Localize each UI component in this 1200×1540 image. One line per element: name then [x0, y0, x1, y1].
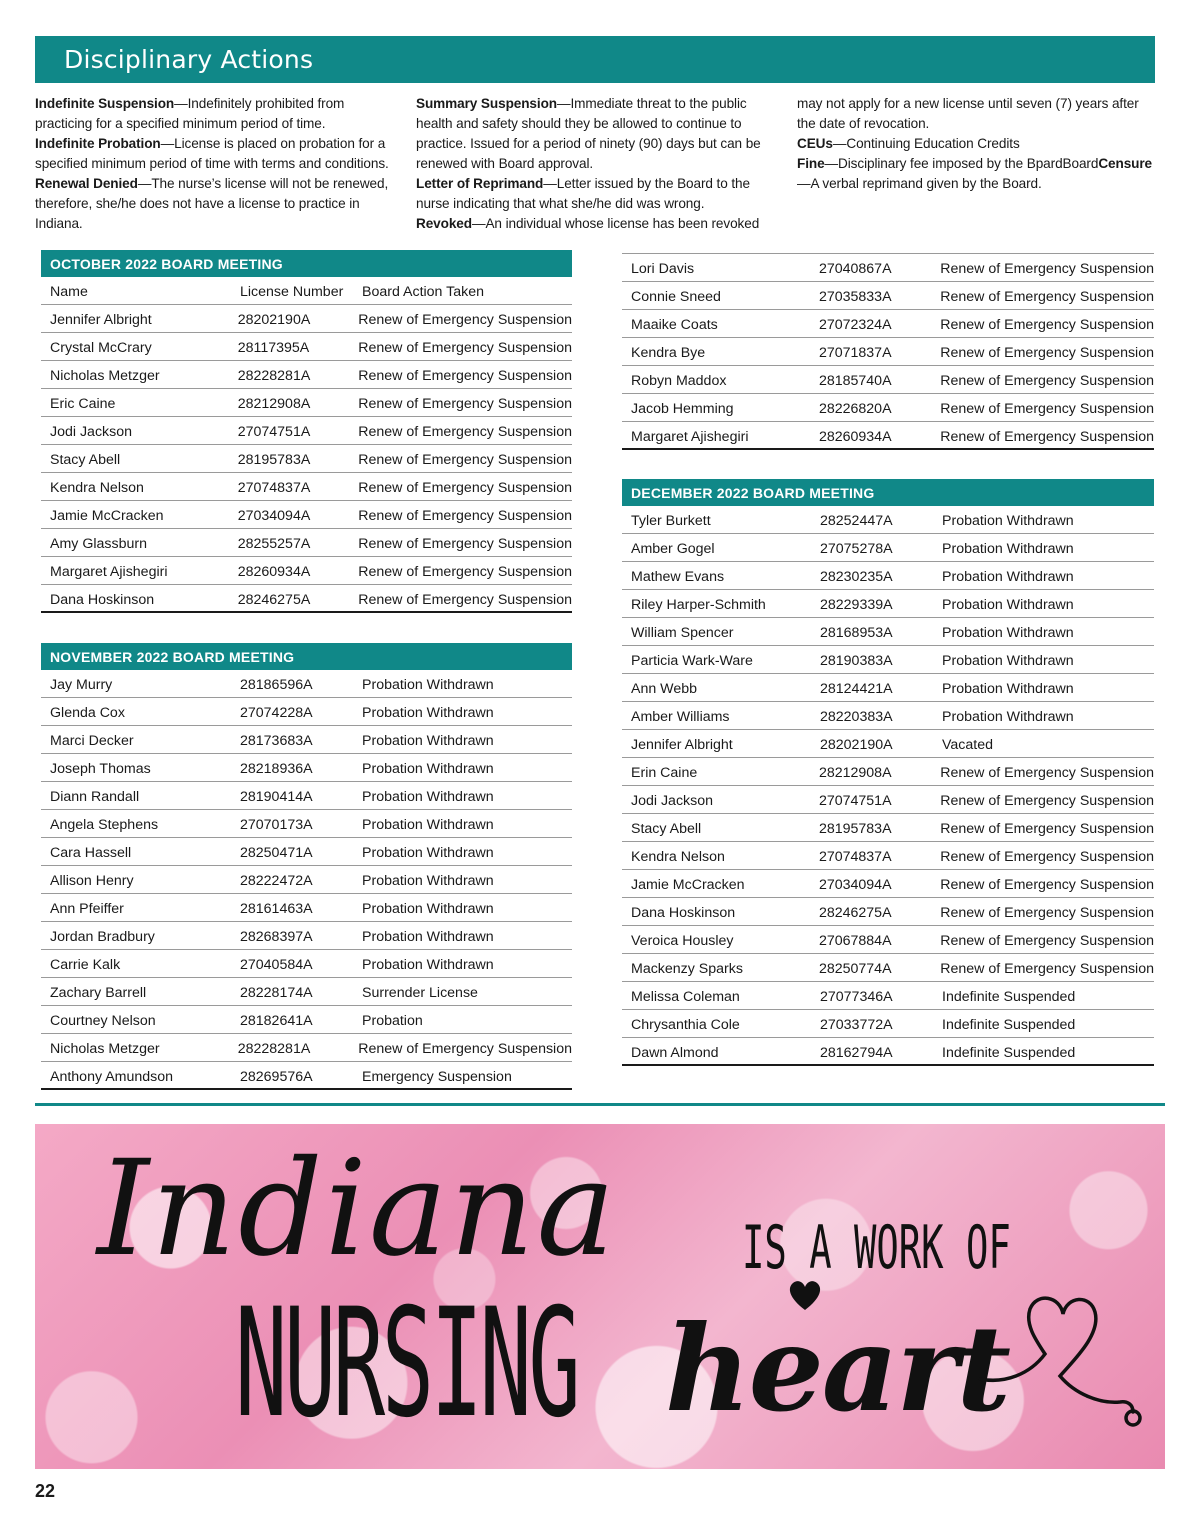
cell-action: Renew of Emergency Suspension: [358, 592, 572, 608]
table-row: [622, 590, 1154, 618]
cell-license: 28124421A: [820, 681, 893, 697]
cell-license: 28255257A: [237, 536, 311, 552]
cell-license: 28250774A: [818, 961, 892, 977]
november-rows: [41, 670, 572, 1090]
cell-action: Indefinite Suspended: [942, 1017, 1076, 1033]
cell-license: 28162794A: [820, 1045, 893, 1061]
cell-license: 28186596A: [240, 677, 313, 693]
cell-license: 28173683A: [240, 733, 313, 749]
table-row: [622, 814, 1154, 842]
table-row: [41, 978, 572, 1006]
table-row: [622, 618, 1154, 646]
cell-action: Renew of Emergency Suspension: [940, 821, 1154, 837]
cell-name: Connie Sneed: [631, 289, 721, 305]
table-row: [41, 473, 572, 501]
table-row: [41, 838, 572, 866]
table-row: [41, 305, 572, 333]
cell-license: 28182641A: [240, 1013, 313, 1029]
cell-action: Renew of Emergency Suspension: [358, 312, 572, 328]
cell-action: Renew of Emergency Suspension: [940, 765, 1154, 781]
cell-name: Maaike Coats: [631, 317, 718, 333]
table-row: [41, 894, 572, 922]
cell-license: 28250471A: [240, 845, 313, 861]
cell-license: 28246275A: [237, 592, 311, 608]
table-row: [41, 445, 572, 473]
table-row: [622, 982, 1154, 1010]
cell-name: Courtney Nelson: [50, 1013, 156, 1029]
cell-license: 28212908A: [818, 765, 892, 781]
cell-name: Mathew Evans: [631, 569, 725, 585]
cell-license: 28269576A: [240, 1069, 313, 1085]
table-row: [41, 726, 572, 754]
cell-name: Eric Caine: [50, 396, 116, 412]
cell-action: Probation Withdrawn: [362, 873, 494, 889]
cell-action: Renew of Emergency Suspension: [940, 373, 1154, 389]
table-row: [41, 922, 572, 950]
cell-action: Renew of Emergency Suspension: [940, 401, 1154, 417]
table-row: [622, 730, 1154, 758]
cell-license: 28202190A: [237, 312, 311, 328]
cell-name: Jay Murry: [50, 677, 113, 693]
table-row: [622, 674, 1154, 702]
cell-action: Indefinite Suspended: [942, 1045, 1076, 1061]
cell-name: Dawn Almond: [631, 1045, 719, 1061]
cell-action: Probation Withdrawn: [942, 709, 1074, 725]
table-row: [622, 534, 1154, 562]
cell-name: Dana Hoskinson: [50, 592, 155, 608]
stethoscope-icon: [975, 1284, 1145, 1434]
table-row: [622, 506, 1154, 534]
table-row: [622, 366, 1154, 394]
cell-license: 27033772A: [820, 1017, 893, 1033]
cell-name: Melissa Coleman: [631, 989, 740, 1005]
cell-name: Anthony Amundson: [50, 1069, 174, 1085]
cell-license: 27075278A: [820, 541, 893, 557]
table-row: [622, 254, 1154, 282]
december-rows: [622, 506, 1154, 1066]
column-header-license: License Number: [240, 284, 344, 300]
cell-license: 28246275A: [818, 905, 892, 921]
cell-action: Probation Withdrawn: [942, 513, 1074, 529]
cell-name: William Spencer: [631, 625, 734, 641]
cell-action: Probation Withdrawn: [362, 845, 494, 861]
cell-license: 28195783A: [237, 452, 311, 468]
cell-license: 27040867A: [818, 261, 892, 277]
page-title: Disciplinary Actions: [35, 36, 1155, 83]
cell-action: Renew of Emergency Suspension: [358, 452, 572, 468]
table-row: [41, 866, 572, 894]
page-number: 22: [35, 1481, 56, 1501]
table-row: [622, 562, 1154, 590]
cell-name: Ann Webb: [631, 681, 697, 697]
november-table: [41, 643, 572, 1090]
cell-license: 27074837A: [818, 849, 892, 865]
table-row: [41, 501, 572, 529]
cell-license: 27074751A: [237, 424, 311, 440]
cell-license: 28117395A: [237, 340, 310, 356]
cell-name: Nicholas Metzger: [50, 368, 160, 384]
november-cont-rows: [622, 254, 1154, 450]
cell-license: 28190414A: [240, 789, 313, 805]
cell-action: Renew of Emergency Suspension: [940, 793, 1154, 809]
table-row: [41, 1062, 572, 1090]
cell-name: Stacy Abell: [50, 452, 121, 468]
cell-name: Carrie Kalk: [50, 957, 121, 973]
cell-name: Joseph Thomas: [50, 761, 151, 777]
cell-license: 27034094A: [818, 877, 892, 893]
cell-license: 27074751A: [818, 793, 892, 809]
cell-name: Cara Hassell: [50, 845, 132, 861]
cell-name: Erin Caine: [631, 765, 698, 781]
cell-license: 28161463A: [240, 901, 313, 917]
indiana-nursing-banner: [35, 1124, 1165, 1469]
cell-name: Angela Stephens: [50, 817, 159, 833]
cell-name: Stacy Abell: [631, 821, 702, 837]
cell-license: 28228174A: [240, 985, 313, 1001]
cell-name: Dana Hoskinson: [631, 905, 736, 921]
definition-indefinite-probation: Indefinite Probation—License is placed on probation for a specified minimum period of time with terms and conditions.: [35, 136, 389, 171]
november-cont-table: [622, 253, 1154, 450]
cell-license: 28252447A: [820, 513, 893, 529]
column-header-name: Name: [50, 284, 88, 300]
table-row: [41, 333, 572, 361]
cell-action: Renew of Emergency Suspension: [358, 1041, 572, 1057]
cell-license: 28230235A: [820, 569, 893, 585]
table-row: [41, 529, 572, 557]
cell-action: Renew of Emergency Suspension: [358, 396, 572, 412]
cell-name: Margaret Ajishegiri: [50, 564, 168, 580]
table-row: [622, 1038, 1154, 1066]
october-table: [41, 250, 572, 613]
cell-name: Diann Randall: [50, 789, 140, 805]
definition-renewal-denied: Renewal Denied—The nurse’s license will not be renewed, therefore, she/he does not have a license to practice in Indiana.: [35, 176, 389, 231]
cell-action: Renew of Emergency Suspension: [358, 480, 572, 496]
definitions-column-2: [416, 94, 776, 234]
definition-indefinite-suspension: Indefinite Suspension—Indefinitely prohibited from practicing for a specified minimum period of time.: [35, 96, 345, 131]
cell-action: Indefinite Suspended: [942, 989, 1076, 1005]
cell-license: 28185740A: [818, 373, 892, 389]
cell-action: Renew of Emergency Suspension: [940, 849, 1154, 865]
table-row: [622, 926, 1154, 954]
cell-license: 28168953A: [820, 625, 893, 641]
cell-name: Allison Henry: [50, 873, 134, 889]
cell-license: 28268397A: [240, 929, 313, 945]
table-row: [622, 646, 1154, 674]
october-rows: [41, 305, 572, 613]
cell-name: Particia Wark-Ware: [631, 653, 753, 669]
table-row: [41, 1034, 572, 1062]
table-row: [622, 954, 1154, 982]
definition-revoked-cont: may not apply for a new license until seven (7) years after the date of revocation.: [797, 96, 1139, 131]
table-header-row: [41, 277, 572, 305]
cell-name: Jodi Jackson: [631, 793, 714, 809]
table-row: [41, 782, 572, 810]
cell-action: Probation Withdrawn: [362, 789, 494, 805]
cell-license: 27040584A: [240, 957, 313, 973]
cell-name: Amber Williams: [631, 709, 730, 725]
cell-license: 28195783A: [818, 821, 892, 837]
cell-action: Probation Withdrawn: [362, 901, 494, 917]
cell-license: 27077346A: [820, 989, 893, 1005]
banner-word-indiana: Indiana: [97, 1132, 618, 1286]
cell-name: Amber Gogel: [631, 541, 715, 557]
table-row: [41, 754, 572, 782]
table-row: [41, 585, 572, 613]
cell-name: Nicholas Metzger: [50, 1041, 160, 1057]
cell-action: Probation Withdrawn: [942, 597, 1074, 613]
section-divider: [35, 1103, 1165, 1106]
table-row: [622, 758, 1154, 786]
cell-action: Renew of Emergency Suspension: [358, 564, 572, 580]
column-header-action: Board Action Taken: [362, 284, 484, 300]
cell-license: 27034094A: [237, 508, 311, 524]
cell-name: Glenda Cox: [50, 705, 125, 721]
table-row: [622, 310, 1154, 338]
banner-phrase: IS A WORK OF: [742, 1213, 1011, 1283]
cell-action: Probation Withdrawn: [362, 761, 494, 777]
table-row: [622, 422, 1154, 450]
cell-action: Renew of Emergency Suspension: [358, 424, 572, 440]
cell-name: Kendra Bye: [631, 345, 706, 361]
cell-license: 27070173A: [240, 817, 313, 833]
cell-name: Amy Glassburn: [50, 536, 147, 552]
cell-name: Jordan Bradbury: [50, 929, 155, 945]
definitions-column-3: [797, 94, 1157, 194]
cell-action: Probation Withdrawn: [942, 569, 1074, 585]
table-row: [41, 950, 572, 978]
cell-action: Renew of Emergency Suspension: [940, 961, 1154, 977]
cell-action: Probation Withdrawn: [362, 705, 494, 721]
cell-name: Marci Decker: [50, 733, 134, 749]
cell-license: 27074228A: [240, 705, 313, 721]
cell-name: Jacob Hemming: [631, 401, 734, 417]
cell-action: Renew of Emergency Suspension: [940, 877, 1154, 893]
table-row: [41, 1006, 572, 1034]
table-row: [622, 842, 1154, 870]
cell-action: Renew of Emergency Suspension: [940, 905, 1154, 921]
cell-license: 27074837A: [237, 480, 311, 496]
cell-license: 28229339A: [820, 597, 893, 613]
cell-name: Robyn Maddox: [631, 373, 727, 389]
cell-license: 28226820A: [818, 401, 892, 417]
cell-action: Probation Withdrawn: [942, 625, 1074, 641]
cell-name: Kendra Nelson: [50, 480, 144, 496]
table-row: [41, 417, 572, 445]
cell-name: Mackenzy Sparks: [631, 961, 743, 977]
table-row: [41, 810, 572, 838]
table-row: [622, 1010, 1154, 1038]
cell-action: Vacated: [942, 737, 994, 753]
definition-ceus: CEUs—Continuing Education Credits: [797, 136, 1020, 151]
table-row: [41, 557, 572, 585]
cell-license: 28212908A: [237, 396, 311, 412]
table-row: [622, 338, 1154, 366]
cell-action: Emergency Suspension: [362, 1069, 512, 1085]
cell-name: Jamie McCracken: [631, 877, 745, 893]
definition-fine-censure: Fine—Disciplinary fee imposed by the BpardBoardCensure—A verbal reprimand given by the Board.: [797, 156, 1153, 191]
cell-license: 28260934A: [818, 429, 892, 445]
definition-letter-of-reprimand: Letter of Reprimand—Letter issued by the Board to the nurse indicating that what she/he did was wrong.: [416, 176, 750, 211]
december-table-title: DECEMBER 2022 BOARD MEETING: [622, 479, 1154, 506]
cell-name: Kendra Nelson: [631, 849, 725, 865]
cell-name: Crystal McCrary: [50, 340, 152, 356]
cell-action: Renew of Emergency Suspension: [358, 340, 572, 356]
cell-action: Probation Withdrawn: [362, 817, 494, 833]
cell-action: Renew of Emergency Suspension: [358, 536, 572, 552]
cell-name: Jennifer Albright: [631, 737, 733, 753]
cell-name: Veroica Housley: [631, 933, 734, 949]
cell-name: Margaret Ajishegiri: [631, 429, 749, 445]
cell-action: Probation Withdrawn: [942, 541, 1074, 557]
table-row: [622, 870, 1154, 898]
definitions-column-1: [35, 94, 405, 234]
cell-name: Jodi Jackson: [50, 424, 133, 440]
december-table: [622, 479, 1154, 1066]
cell-action: Renew of Emergency Suspension: [940, 289, 1154, 305]
table-row: [41, 670, 572, 698]
october-table-title: OCTOBER 2022 BOARD MEETING: [41, 250, 572, 277]
banner-word-nursing: NURSING: [235, 1277, 578, 1451]
cell-action: Renew of Emergency Suspension: [358, 368, 572, 384]
cell-license: 27071837A: [818, 345, 892, 361]
cell-name: Lori Davis: [631, 261, 695, 277]
table-row: [622, 702, 1154, 730]
cell-license: 28220383A: [820, 709, 893, 725]
cell-license: 27067884A: [818, 933, 892, 949]
table-row: [622, 786, 1154, 814]
cell-action: Renew of Emergency Suspension: [940, 933, 1154, 949]
cell-action: Renew of Emergency Suspension: [940, 261, 1154, 277]
definition-summary-suspension: Summary Suspension—Immediate threat to the public health and safety should they be allowed to continue to practice. Issued for a period of ninety (90) days but can be renewed with Board approval.: [416, 96, 761, 171]
cell-name: Zachary Barrell: [50, 985, 147, 1001]
cell-license: 28222472A: [240, 873, 313, 889]
cell-name: Chrysanthia Cole: [631, 1017, 740, 1033]
definition-revoked: Revoked—An individual whose license has been revoked: [416, 216, 760, 231]
cell-name: Tyler Burkett: [631, 513, 711, 529]
cell-license: 27072324A: [818, 317, 892, 333]
cell-action: Renew of Emergency Suspension: [940, 317, 1154, 333]
cell-action: Probation Withdrawn: [362, 677, 494, 693]
cell-name: Ann Pfeiffer: [50, 901, 124, 917]
table-row: [622, 282, 1154, 310]
cell-action: Probation Withdrawn: [942, 681, 1074, 697]
cell-license: 28228281A: [237, 368, 311, 384]
table-row: [41, 698, 572, 726]
banner-word-heart: heart: [665, 1299, 1009, 1438]
cell-action: Probation Withdrawn: [362, 957, 494, 973]
table-row: [622, 394, 1154, 422]
cell-action: Probation Withdrawn: [942, 653, 1074, 669]
cell-license: 28260934A: [237, 564, 311, 580]
cell-action: Renew of Emergency Suspension: [940, 429, 1154, 445]
table-row: [622, 898, 1154, 926]
cell-license: 28218936A: [240, 761, 313, 777]
table-row: [41, 389, 572, 417]
cell-name: Jennifer Albright: [50, 312, 152, 328]
table-row: [41, 361, 572, 389]
cell-license: 28190383A: [820, 653, 893, 669]
cell-action: Renew of Emergency Suspension: [940, 345, 1154, 361]
cell-name: Riley Harper-Schmith: [631, 597, 766, 613]
cell-action: Probation Withdrawn: [362, 929, 494, 945]
cell-action: Surrender License: [362, 985, 478, 1001]
cell-name: Jamie McCracken: [50, 508, 164, 524]
cell-action: Probation: [362, 1013, 423, 1029]
cell-license: 28228281A: [237, 1041, 311, 1057]
cell-license: 27035833A: [818, 289, 892, 305]
cell-action: Renew of Emergency Suspension: [358, 508, 572, 524]
cell-license: 28202190A: [820, 737, 893, 753]
november-table-title: NOVEMBER 2022 BOARD MEETING: [41, 643, 572, 670]
cell-action: Probation Withdrawn: [362, 733, 494, 749]
